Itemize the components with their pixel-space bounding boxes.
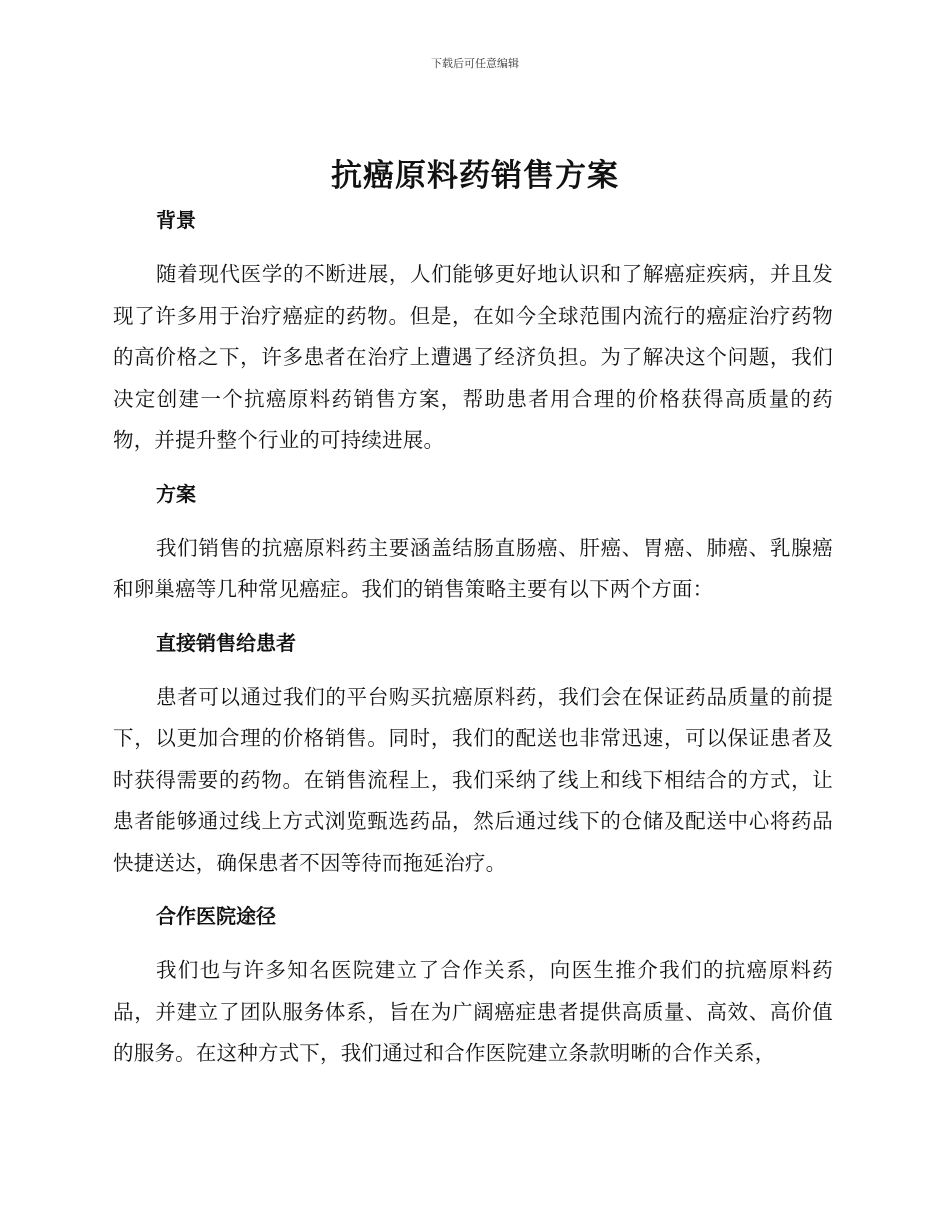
paragraph-plan: 我们销售的抗癌原料药主要涵盖结肠直肠癌、肝癌、胃癌、肺癌、乳腺癌和卵巢癌等几种常见癌症。我们的销售策略主要有以下两个方面： — [113, 535, 833, 601]
paragraph-background: 随着现代医学的不断进展，人们能够更好地认识和了解癌症疾病，并且发现了许多用于治疗癌症的药物。但是，在如今全球范围内流行的癌症治疗药物的高价格之下，许多患者在治疗上遭遇了经济负担。为了解决这个问题，我们决定创建一个抗癌原料药销售方案，帮助患者用合理的价格获得高质量的药物，并提升整个行业的可持续进展。 — [113, 262, 833, 452]
section-heading-background: 背景 — [156, 208, 196, 232]
header-note: 下载后可任意编辑 — [431, 57, 519, 70]
paragraph-direct-sales: 患者可以通过我们的平台购买抗癌原料药，我们会在保证药品质量的前提下，以更加合理的价格销售。同时，我们的配送也非常迅速，可以保证患者及时获得需要的药物。在销售流程上，我们采纳了线上和线下相结合的方式，让患者能够通过线上方式浏览甄选药品，然后通过线下的仓储及配送中心将药品快捷送达，确保患者不因等待而拖延治疗。 — [113, 684, 833, 875]
document-body — [113, 200, 833, 1075]
paragraph-hospital-partnership: 我们也与许多知名医院建立了合作关系，向医生推介我们的抗癌原料药品，并建立了团队服务体系，旨在为广阔癌症患者提供高质量、高效、高价值的服务。在这种方式下，我们通过和合作医院建立条款明晰的合作关系， — [113, 958, 833, 1065]
document-title: 抗癌原料药销售方案 — [331, 158, 619, 194]
section-heading-direct-sales: 直接销售给患者 — [156, 630, 296, 655]
section-heading-plan: 方案 — [156, 481, 196, 506]
section-heading-hospital-partnership: 合作医院途径 — [156, 904, 276, 928]
